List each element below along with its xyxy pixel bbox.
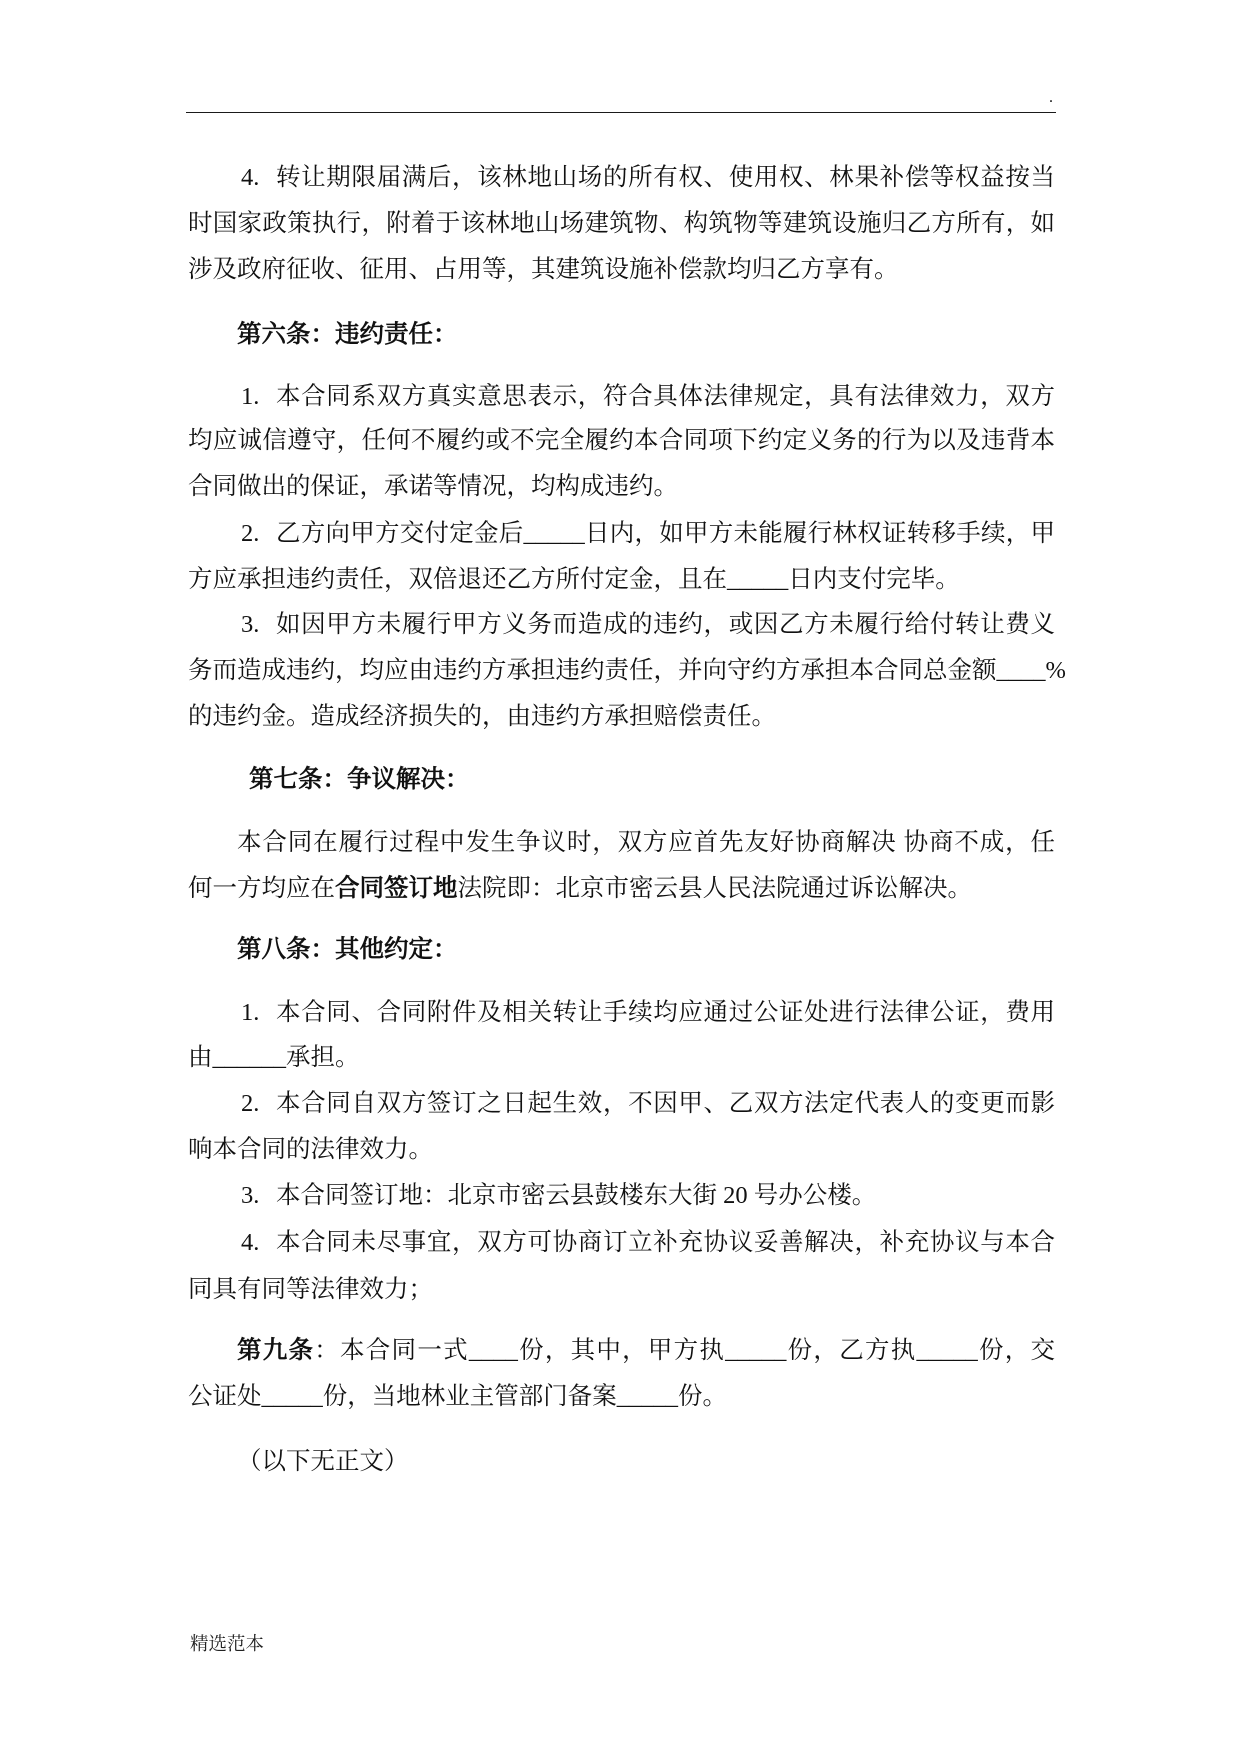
clause8-item4-line: 同具有同等法律效力；	[188, 1275, 433, 1303]
list-number: 2.	[241, 1090, 260, 1118]
line-text: 法院即：北京市密云县人民法院通过诉讼解决。	[457, 874, 972, 902]
clause7-line: 本合同在履行过程中发生争议时，双方应首先友好协商解决 协商不成，任	[237, 828, 1055, 856]
clause6-heading: 第六条：违约责任：	[237, 320, 458, 348]
line-text: ：本合同一式____份，其中，甲方执_____份，乙方执_____份，交	[314, 1337, 1056, 1365]
clause6-item3-line: 务而造成违约，均应由违约方承担违约责任，并向守约方承担本合同总金额____%	[188, 656, 1066, 684]
clause8-item2-line: 响本合同的法律效力。	[188, 1136, 433, 1164]
footer-text: 精选范本	[190, 1635, 265, 1655]
clause8-heading: 第八条：其他约定：	[237, 936, 458, 964]
header-mark: .	[1049, 89, 1053, 106]
list-number: 3.	[241, 610, 260, 638]
clause8-item1-line	[241, 990, 1055, 1036]
list-number: 4.	[241, 1229, 260, 1257]
clause5-item4-line: 涉及政府征收、征用、占用等，其建筑设施补偿款均归乙方享有。	[188, 255, 899, 283]
list-number: 1.	[241, 382, 260, 410]
closing-note: （以下无正文）	[237, 1448, 409, 1476]
clause5-item4-line	[241, 155, 1055, 201]
list-number: 1.	[241, 999, 260, 1027]
bold-term-signing-place: 合同签订地	[335, 874, 458, 902]
line-text: 乙方向甲方交付定金后_____日内，如甲方未能履行林权证转移手续，甲	[276, 519, 1055, 547]
clause6-item1-line: 均应诚信遵守，任何不履约或不完全履约本合同项下约定义务的行为以及违背本	[188, 426, 1055, 454]
line-text: 本合同自双方签订之日起生效，不因甲、乙双方法定代表人的变更而影	[276, 1090, 1055, 1118]
line-text: 何一方均应在	[188, 874, 335, 902]
line-text: 本合同、合同附件及相关转让手续均应通过公证处进行法律公证，费用	[276, 999, 1055, 1027]
clause6-item3-line	[241, 602, 1055, 648]
clause8-item3-line	[241, 1173, 1055, 1219]
line-text: 如因甲方未履行甲方义务而造成的违约，或因乙方未履行给付转让费义	[276, 610, 1055, 638]
list-number: 2.	[241, 519, 260, 547]
clause7-heading: 第七条：争议解决：	[249, 765, 470, 793]
clause6-item3-line: 的违约金。造成经济损失的，由违约方承担赔偿责任。	[188, 702, 776, 730]
line-text: 本合同系双方真实意思表示，符合具体法律规定，具有法律效力，双方	[276, 382, 1055, 410]
line-text: 本合同未尽事宜，双方可协商订立补充协议妥善解决，补充协议与本合	[276, 1229, 1055, 1257]
clause9-line	[237, 1328, 1055, 1374]
header-rule	[186, 112, 1056, 113]
clause8-item4-line	[241, 1220, 1055, 1266]
clause6-item1-line	[241, 374, 1055, 420]
line-text: 转让期限届满后，该林地山场的所有权、使用权、林果补偿等权益按当	[276, 163, 1055, 191]
list-number: 4.	[241, 163, 260, 191]
clause7-line	[188, 866, 1055, 912]
clause5-item4-line: 时国家政策执行，附着于该林地山场建筑物、构筑物等建筑设施归乙方所有，如	[188, 209, 1055, 237]
clause6-item2-line	[241, 511, 1055, 557]
list-number: 3.	[241, 1182, 260, 1210]
clause8-item2-line	[241, 1081, 1055, 1127]
clause6-item2-line: 方应承担违约责任，双倍退还乙方所付定金，且在_____日内支付完毕。	[188, 565, 960, 593]
clause6-item1-line: 合同做出的保证，承诺等情况，均构成违约。	[188, 472, 678, 500]
clause9-line: 公证处_____份，当地林业主管部门备案_____份。	[188, 1383, 727, 1411]
line-text: 本合同签订地：北京市密云县鼓楼东大街 20 号办公楼。	[276, 1182, 877, 1210]
clause8-item1-line: 由______承担。	[188, 1044, 360, 1072]
clause9-label: 第九条	[237, 1337, 315, 1365]
